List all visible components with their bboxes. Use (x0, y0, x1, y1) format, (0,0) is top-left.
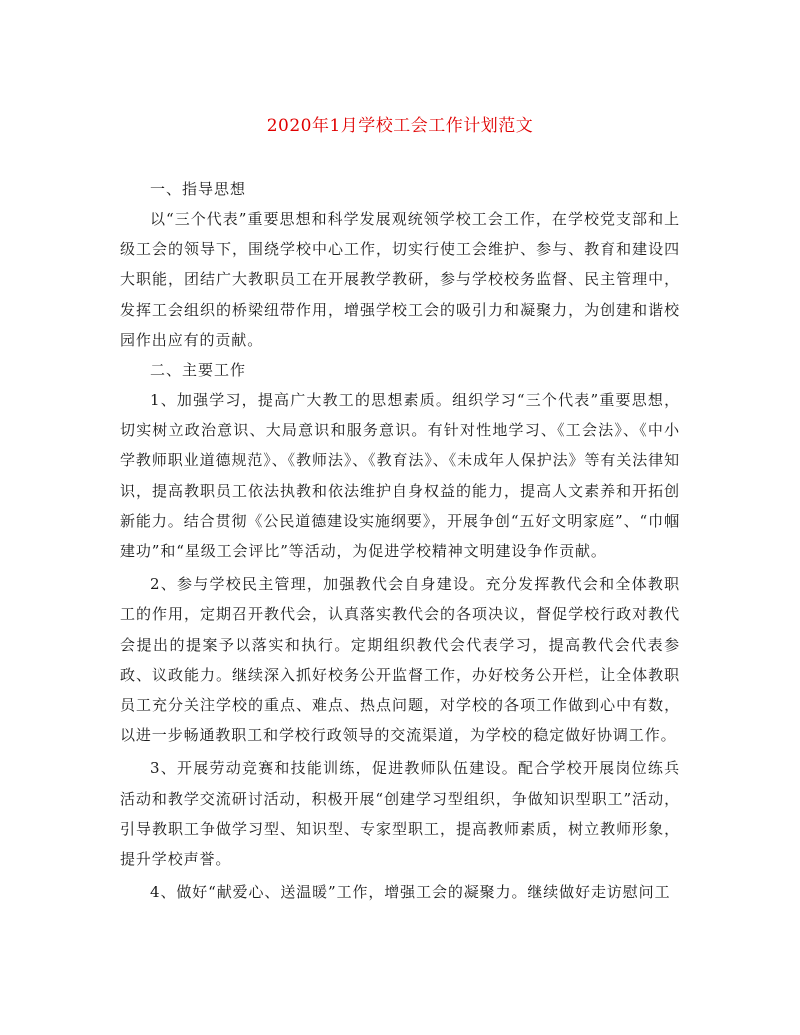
section-heading: 二、主要工作 (150, 361, 247, 380)
paragraph: 3、开展劳动竞赛和技能训练，促进教师队伍建设。配合学校开展岗位练兵活动和教学交流研讨活动，积极开展“创建学习型组织，争做知识型职工”活动，引导教职工争做学习型、知识型、专家型职工，提高教师素质，树立教师形象，提升学校声誉。 (120, 759, 680, 869)
paragraph: 1、加强学习，提高广大教工的思想素质。组织学习“三个代表”重要思想，切实树立政治意识、大局意识和服务意识。有针对性地学习、《工会法》、《中小学教师职业道德规范》、《教师法》、《教育法》、《未成年人保护法》等有关法律知识，提高教职员工依法执教和依法维护自身权益的能力，提高人文素养和开拓创新能力。结合贯彻《公民道德建设实施纲要》，开展争创“五好文明家庭”、“巾帼建功”和“星级工会评比”等活动，为促进学校精神文明建设争作贡献。 (120, 391, 680, 561)
paragraph: 4、做好“献爱心、送温暖”工作，增强工会的凝聚力。继续做好走访慰问工 (150, 883, 671, 902)
paragraph: 2、参与学校民主管理，加强教代会自身建设。充分发挥教代会和全体教职工的作用，定期召开教代会，认真落实教代会的各项决议，督促学校行政对教代会提出的提案予以落实和执行。定期组织教代会代表学习，提高教代会代表参政、议政能力。继续深入抓好校务公开监督工作，办好校务公开栏，让全体教职员工充分关注学校的重点、难点、热点问题，对学校的各项工作做到心中有数，以进一步畅通教职工和学校行政领导的交流渠道，为学校的稳定做好协调工作。 (120, 575, 680, 745)
document-body (120, 174, 680, 907)
paragraph: 以“三个代表”重要思想和科学发展观统领学校工会工作，在学校党支部和上级工会的领导下，围绕学校中心工作，切实行使工会维护、参与、教育和建设四大职能，团结广大教职员工在开展教学教研，参与学校校务监督、民主管理中，发挥工会组织的桥梁纽带作用，增强学校工会的吸引力和凝聚力，为创建和谐校园作出应有的贡献。 (120, 210, 680, 349)
document-title: 2020年1月学校工会工作计划范文 (266, 116, 534, 136)
section-heading: 一、指导思想 (150, 180, 247, 198)
